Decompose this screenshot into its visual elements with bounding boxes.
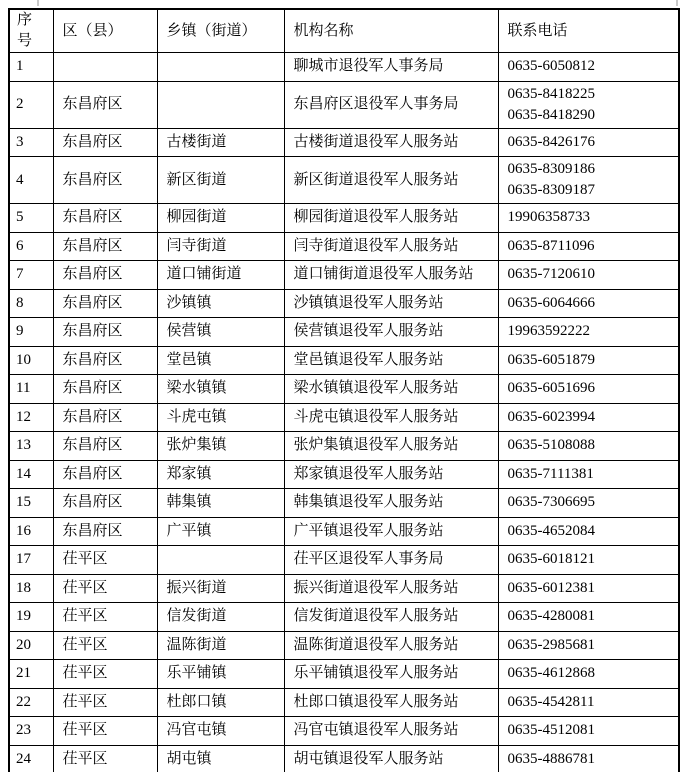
town-cell: 新区街道: [157, 157, 284, 204]
serial-cell: 4: [9, 157, 53, 204]
phone-cell: [498, 53, 679, 82]
town-cell: 振兴街道: [157, 574, 284, 603]
phone-number: 19906358733: [507, 209, 590, 226]
table-row: [9, 745, 679, 772]
table-row: [9, 546, 679, 575]
phone-cell: [498, 204, 679, 233]
district-cell: 东昌府区: [53, 432, 157, 461]
table-row: [9, 53, 679, 82]
phone-number: 0635-6064666: [507, 294, 595, 311]
phone-number: 0635-2985681: [507, 636, 595, 653]
phone-cell: [498, 81, 679, 128]
column-header-no: 序号: [9, 9, 53, 53]
org-cell: 振兴街道退役军人服务站: [284, 574, 498, 603]
phone-number: 0635-4612868: [507, 665, 595, 682]
town-cell: 沙镇镇: [157, 289, 284, 318]
phone-number: 0635-4652084: [507, 522, 595, 539]
column-header-org: 机构名称: [284, 9, 498, 53]
column-header-phone: 联系电话: [498, 9, 679, 53]
org-cell: 郑家镇退役军人服务站: [284, 460, 498, 489]
town-cell: 侯营镇: [157, 318, 284, 347]
serial-cell: 23: [9, 717, 53, 746]
serial-cell: 7: [9, 261, 53, 290]
phone-cell: [498, 157, 679, 204]
town-cell: 郑家镇: [157, 460, 284, 489]
serial-cell: 6: [9, 232, 53, 261]
phone-cell: [498, 460, 679, 489]
phone-cell: [498, 346, 679, 375]
table-row: [9, 318, 679, 347]
town-cell: 韩集镇: [157, 489, 284, 518]
org-cell: 沙镇镇退役军人服务站: [284, 289, 498, 318]
margin-guide-right-tick: [676, 0, 678, 6]
table-row: [9, 717, 679, 746]
column-header-town: 乡镇（街道）: [157, 9, 284, 53]
serial-cell: 5: [9, 204, 53, 233]
org-cell: 聊城市退役军人事务局: [284, 53, 498, 82]
town-cell: 堂邑镇: [157, 346, 284, 375]
district-cell: [53, 53, 157, 82]
town-cell: [157, 53, 284, 82]
phone-cell: [498, 489, 679, 518]
org-cell: 广平镇退役军人服务站: [284, 517, 498, 546]
phone-number: 0635-7120610: [507, 266, 595, 283]
table-row: [9, 460, 679, 489]
veteran-affairs-contact-table: [8, 8, 680, 772]
town-cell: 信发街道: [157, 603, 284, 632]
district-cell: 茌平区: [53, 631, 157, 660]
org-cell: 温陈街道退役军人服务站: [284, 631, 498, 660]
table-row: [9, 261, 679, 290]
table-row: [9, 204, 679, 233]
org-cell: 柳园街道退役军人服务站: [284, 204, 498, 233]
serial-cell: 20: [9, 631, 53, 660]
town-cell: 胡屯镇: [157, 745, 284, 772]
town-cell: 温陈街道: [157, 631, 284, 660]
town-cell: 冯官屯镇: [157, 717, 284, 746]
table-row: [9, 489, 679, 518]
phone-cell: [498, 546, 679, 575]
phone-cell: [498, 517, 679, 546]
phone-number: 0635-4512081: [507, 722, 595, 739]
serial-cell: 8: [9, 289, 53, 318]
district-cell: 东昌府区: [53, 289, 157, 318]
district-cell: 茌平区: [53, 660, 157, 689]
phone-number: 0635-7111381: [507, 465, 594, 482]
table-row: [9, 603, 679, 632]
phone-number: 0635-6051696: [507, 380, 595, 397]
org-cell: 冯官屯镇退役军人服务站: [284, 717, 498, 746]
phone-cell: [498, 403, 679, 432]
phone-number: 0635-5108088: [507, 437, 595, 454]
district-cell: 东昌府区: [53, 232, 157, 261]
table-row: [9, 81, 679, 128]
district-cell: 东昌府区: [53, 489, 157, 518]
serial-cell: 1: [9, 53, 53, 82]
phone-cell: [498, 375, 679, 404]
table-row: [9, 517, 679, 546]
table-row: [9, 157, 679, 204]
phone-cell: [498, 318, 679, 347]
phone-cell: [498, 717, 679, 746]
district-cell: 茌平区: [53, 574, 157, 603]
org-cell: 信发街道退役军人服务站: [284, 603, 498, 632]
serial-cell: 15: [9, 489, 53, 518]
org-cell: 道口铺街道退役军人服务站: [284, 261, 498, 290]
table-row: [9, 128, 679, 157]
phone-cell: [498, 289, 679, 318]
serial-cell: 21: [9, 660, 53, 689]
table-row: [9, 432, 679, 461]
org-cell: 古楼街道退役军人服务站: [284, 128, 498, 157]
phone-number: 0635-8711096: [507, 237, 595, 254]
table-row: [9, 232, 679, 261]
district-cell: 东昌府区: [53, 403, 157, 432]
district-cell: 东昌府区: [53, 318, 157, 347]
district-cell: 东昌府区: [53, 261, 157, 290]
table-row: [9, 289, 679, 318]
phone-cell: [498, 432, 679, 461]
org-cell: 胡屯镇退役军人服务站: [284, 745, 498, 772]
phone-number: 0635-4886781: [507, 750, 595, 767]
phone-number: 0635-4280081: [507, 608, 595, 625]
phone-number: 0635-6018121: [507, 551, 595, 568]
serial-cell: 13: [9, 432, 53, 461]
phone-number: 0635-8426176: [507, 133, 595, 150]
serial-cell: 22: [9, 688, 53, 717]
town-cell: 乐平铺镇: [157, 660, 284, 689]
org-cell: 新区街道退役军人服务站: [284, 157, 498, 204]
phone-cell: [498, 688, 679, 717]
table-row: [9, 403, 679, 432]
table-row: [9, 375, 679, 404]
district-cell: 茌平区: [53, 745, 157, 772]
phone-cell: [498, 232, 679, 261]
serial-cell: 2: [9, 81, 53, 128]
org-cell: 斗虎屯镇退役军人服务站: [284, 403, 498, 432]
org-cell: 张炉集镇退役军人服务站: [284, 432, 498, 461]
table-body: [9, 53, 679, 772]
table-row: [9, 346, 679, 375]
table-row: [9, 660, 679, 689]
org-cell: 乐平铺镇退役军人服务站: [284, 660, 498, 689]
phone-number: 0635-6050812: [507, 58, 595, 75]
org-cell: 闫寺街道退役军人服务站: [284, 232, 498, 261]
serial-cell: 9: [9, 318, 53, 347]
town-cell: 道口铺街道: [157, 261, 284, 290]
district-cell: 茌平区: [53, 688, 157, 717]
serial-cell: 12: [9, 403, 53, 432]
serial-cell: 18: [9, 574, 53, 603]
district-cell: 东昌府区: [53, 375, 157, 404]
phone-number: 0635-6012381: [507, 579, 595, 596]
table-header-row: [9, 9, 679, 53]
table-row: [9, 574, 679, 603]
district-cell: 东昌府区: [53, 128, 157, 157]
org-cell: 东昌府区退役军人事务局: [284, 81, 498, 128]
town-cell: [157, 546, 284, 575]
phone-number: 0635-7306695: [507, 494, 595, 511]
town-cell: [157, 81, 284, 128]
district-cell: 东昌府区: [53, 346, 157, 375]
district-cell: 东昌府区: [53, 81, 157, 128]
town-cell: 古楼街道: [157, 128, 284, 157]
phone-number: 19963592222: [507, 323, 590, 340]
phone-cell: [498, 261, 679, 290]
org-cell: 韩集镇退役军人服务站: [284, 489, 498, 518]
serial-cell: 17: [9, 546, 53, 575]
town-cell: 斗虎屯镇: [157, 403, 284, 432]
phone-cell: [498, 745, 679, 772]
phone-number: 0635-8418225: [507, 85, 595, 102]
phone-number: 0635-8418290: [507, 106, 595, 123]
org-cell: 梁水镇镇退役军人服务站: [284, 375, 498, 404]
phone-number: 0635-4542811: [507, 693, 595, 710]
phone-cell: [498, 660, 679, 689]
district-cell: 东昌府区: [53, 517, 157, 546]
town-cell: 广平镇: [157, 517, 284, 546]
town-cell: 柳园街道: [157, 204, 284, 233]
town-cell: 杜郎口镇: [157, 688, 284, 717]
district-cell: 茌平区: [53, 603, 157, 632]
org-cell: 茌平区退役军人事务局: [284, 546, 498, 575]
column-header-district: 区（县）: [53, 9, 157, 53]
serial-cell: 24: [9, 745, 53, 772]
town-cell: 梁水镇镇: [157, 375, 284, 404]
phone-number: 0635-6051879: [507, 351, 595, 368]
margin-guide-left-tick: [37, 0, 39, 6]
serial-cell: 19: [9, 603, 53, 632]
org-cell: 堂邑镇退役军人服务站: [284, 346, 498, 375]
serial-cell: 3: [9, 128, 53, 157]
phone-number: 0635-8309187: [507, 182, 595, 198]
district-cell: 东昌府区: [53, 157, 157, 204]
serial-cell: 10: [9, 346, 53, 375]
phone-number: 0635-6023994: [507, 408, 595, 425]
town-cell: 张炉集镇: [157, 432, 284, 461]
phone-cell: [498, 603, 679, 632]
district-cell: 茌平区: [53, 546, 157, 575]
phone-cell: [498, 631, 679, 660]
serial-cell: 11: [9, 375, 53, 404]
phone-number: 0635-8309186: [507, 161, 595, 177]
phone-cell: [498, 128, 679, 157]
org-cell: 侯营镇退役军人服务站: [284, 318, 498, 347]
district-cell: 东昌府区: [53, 204, 157, 233]
district-cell: 东昌府区: [53, 460, 157, 489]
serial-cell: 16: [9, 517, 53, 546]
table-row: [9, 688, 679, 717]
table-row: [9, 631, 679, 660]
town-cell: 闫寺街道: [157, 232, 284, 261]
district-cell: 茌平区: [53, 717, 157, 746]
org-cell: 杜郎口镇退役军人服务站: [284, 688, 498, 717]
phone-cell: [498, 574, 679, 603]
serial-cell: 14: [9, 460, 53, 489]
